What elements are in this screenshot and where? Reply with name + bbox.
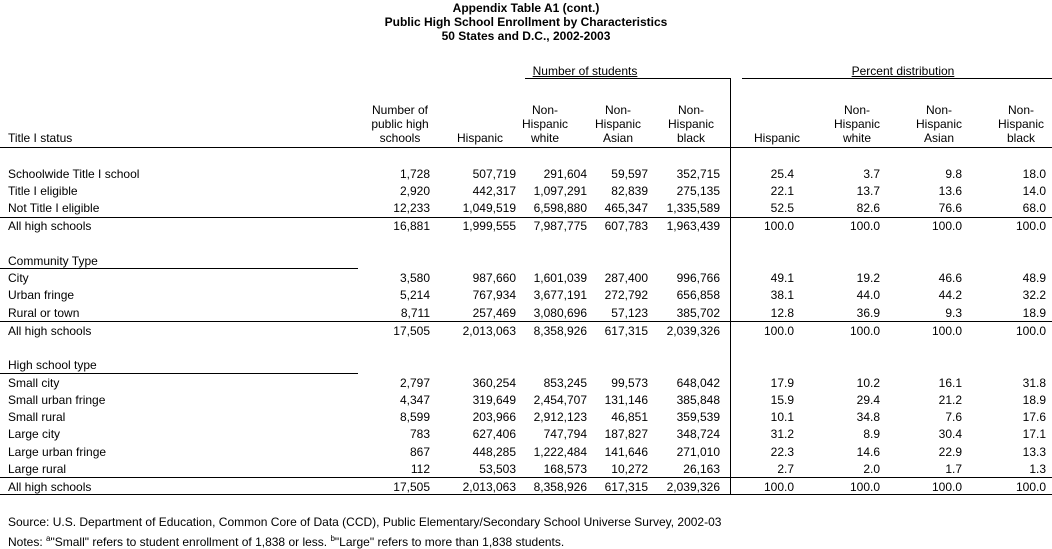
table-cell: 15.9 [770, 393, 794, 407]
table-cell: 100.0 [931, 480, 962, 494]
row-label: Large urban fringe [8, 445, 107, 459]
table-cell: 25.4 [770, 167, 794, 181]
table-cell: 1,335,589 [666, 201, 720, 215]
table-cell: 291,604 [543, 167, 587, 181]
table-cell: 36.9 [856, 306, 880, 320]
table-period: 50 States and D.C., 2002-2003 [441, 29, 611, 43]
table-cell: 767,934 [472, 288, 516, 302]
table-cell: 996,766 [676, 271, 720, 285]
footnote-marker-b: b [330, 534, 335, 543]
table-cell: 2.7 [777, 462, 794, 476]
group-heading-percent-distribution: Percent distribution [851, 64, 955, 78]
table-cell: 1.7 [945, 462, 962, 476]
column-header-hispanic: Hispanic [456, 131, 504, 145]
table-cell: 2.0 [863, 462, 880, 476]
table-cell: 8.9 [863, 427, 880, 441]
table-cell: 16.1 [938, 376, 962, 390]
row-label: Small urban fringe [8, 393, 106, 407]
column-header-asian: Non- Hispanic Asian [594, 103, 642, 145]
table-cell: 2,454,707 [533, 393, 587, 407]
table-cell: 10,272 [611, 462, 648, 476]
table-cell: 17.6 [1022, 410, 1046, 424]
table-cell: 2,013,063 [462, 480, 516, 494]
table-cell: 22.9 [938, 445, 962, 459]
table-cell: 18.9 [1022, 393, 1046, 407]
table-cell: 987,660 [472, 271, 516, 285]
table-cell: 7.6 [945, 410, 962, 424]
table-cell: 617,315 [604, 480, 648, 494]
table-cell: 12.8 [770, 306, 794, 320]
table-cell: 1,728 [399, 167, 430, 181]
row-label: City [8, 271, 29, 285]
table-cell: 627,406 [472, 427, 516, 441]
table-cell: 8,599 [399, 410, 430, 424]
table-cell: 21.2 [938, 393, 962, 407]
table-cell: 32.2 [1022, 288, 1046, 302]
table-cell: 30.4 [938, 427, 962, 441]
table-cell: 68.0 [1022, 201, 1046, 215]
table-cell: 3.7 [863, 167, 880, 181]
column-header-percent-hispanic: Hispanic [753, 131, 801, 145]
table-cell: 38.1 [770, 288, 794, 302]
students-group-rule [525, 78, 730, 79]
row-label: All high schools [8, 219, 92, 233]
table-cell: 19.2 [856, 271, 880, 285]
table-cell: 448,285 [472, 445, 516, 459]
table-cell: 385,702 [676, 306, 720, 320]
table-cell: 1.3 [1029, 462, 1046, 476]
table-cell: 13.3 [1022, 445, 1046, 459]
table-cell: 783 [409, 427, 430, 441]
column-header-black: Non- Hispanic black [667, 103, 715, 145]
table-cell: 18.9 [1022, 306, 1046, 320]
table-cell: 49.1 [770, 271, 794, 285]
total-row-rule [0, 217, 1052, 218]
table-cell: 82,839 [611, 184, 648, 198]
table-cell: 6,598,880 [533, 201, 587, 215]
footnotes [8, 532, 564, 549]
row-label: Large city [8, 427, 61, 441]
table-cell: 352,715 [676, 167, 720, 181]
row-label: All high schools [8, 480, 92, 494]
table-cell: 22.1 [770, 184, 794, 198]
table-cell: 14.6 [856, 445, 880, 459]
table-cell: 607,783 [604, 219, 648, 233]
column-header-title-i-status: Title I status [8, 131, 73, 145]
column-header-percent-black: Non- Hispanic black [997, 103, 1045, 145]
table-cell: 1,222,484 [533, 445, 587, 459]
table-cell: 272,792 [604, 288, 648, 302]
table-cell: 8,358,926 [533, 324, 587, 338]
table-cell: 2,920 [399, 184, 430, 198]
table-cell: 9.3 [945, 306, 962, 320]
table-title: Appendix Table A1 (cont.) [452, 1, 600, 15]
row-label: Rural or town [8, 306, 80, 320]
total-row-rule [0, 321, 1052, 322]
table-cell: 319,649 [472, 393, 516, 407]
table-cell: 7,987,775 [533, 219, 587, 233]
table-cell: 12,233 [393, 201, 430, 215]
table-cell: 17.1 [1022, 427, 1046, 441]
table-cell: 10.1 [770, 410, 794, 424]
table-cell: 22.3 [770, 445, 794, 459]
table-cell: 100.0 [1015, 480, 1046, 494]
table-cell: 82.6 [856, 201, 880, 215]
table-cell: 18.0 [1022, 167, 1046, 181]
percent-group-rule [742, 78, 1052, 79]
table-cell: 271,010 [676, 445, 720, 459]
table-cell: 57,123 [611, 306, 648, 320]
table-cell: 34.8 [856, 410, 880, 424]
table-cell: 1,049,519 [462, 201, 516, 215]
footnote-large: "Large" refers to more than 1,838 students. [334, 535, 565, 549]
table-cell: 141,646 [604, 445, 648, 459]
header-bottom-rule [0, 147, 1052, 148]
group-heading-number-of-students: Number of students [532, 64, 638, 78]
table-cell: 3,080,696 [533, 306, 587, 320]
row-label: Large rural [8, 462, 67, 476]
table-cell: 100.0 [849, 480, 880, 494]
table-cell: 385,848 [676, 393, 720, 407]
table-cell: 10.2 [856, 376, 880, 390]
row-label: Small city [8, 376, 60, 390]
column-header-number-of-schools: Number of public high schools [371, 103, 429, 145]
column-header-percent-asian: Non- Hispanic Asian [915, 103, 963, 145]
table-cell: 1,963,439 [666, 219, 720, 233]
community-type-heading-rule [0, 268, 358, 269]
table-cell: 8,711 [400, 306, 430, 320]
table-cell: 465,347 [604, 201, 648, 215]
table-cell: 44.2 [938, 288, 962, 302]
row-label: Small rural [8, 410, 66, 424]
table-cell: 76.6 [938, 201, 962, 215]
table-cell: 13.7 [856, 184, 880, 198]
table-cell: 853,245 [543, 376, 587, 390]
column-header-white: Non- Hispanic white [521, 103, 569, 145]
table-cell: 8,358,926 [533, 480, 587, 494]
table-cell: 31.2 [770, 427, 794, 441]
table-cell: 168,573 [543, 462, 587, 476]
table-cell: 31.8 [1022, 376, 1046, 390]
table-cell: 17,505 [393, 324, 430, 338]
table-cell: 359,539 [676, 410, 720, 424]
table-cell: 9.8 [945, 167, 962, 181]
high-school-type-heading-rule [0, 373, 358, 374]
table-cell: 2,039,326 [666, 480, 720, 494]
row-label: Urban fringe [8, 288, 75, 302]
table-cell: 187,827 [604, 427, 648, 441]
table-cell: 100.0 [763, 219, 794, 233]
table-cell: 100.0 [763, 480, 794, 494]
table-cell: 17.9 [770, 376, 794, 390]
table-cell: 648,042 [676, 376, 720, 390]
section-heading-high-school-type: High school type [8, 358, 97, 372]
table-cell: 52.5 [770, 201, 794, 215]
table-cell: 100.0 [849, 219, 880, 233]
table-cell: 3,580 [399, 271, 430, 285]
table-cell: 59,597 [611, 167, 648, 181]
table-cell: 100.0 [931, 219, 962, 233]
row-label: Schoolwide Title I school [8, 167, 140, 181]
table-cell: 287,400 [604, 271, 648, 285]
table-cell: 99,573 [611, 376, 648, 390]
row-label: All high schools [8, 324, 92, 338]
footnote-marker-a: a [46, 534, 51, 543]
section-heading-community-type: Community Type [8, 254, 98, 268]
row-label: Not Title I eligible [8, 201, 100, 215]
table-cell: 112 [410, 462, 430, 476]
table-cell: 656,858 [676, 288, 720, 302]
table-cell: 1,999,555 [462, 219, 516, 233]
table-cell: 100.0 [849, 324, 880, 338]
table-cell: 4,347 [399, 393, 430, 407]
footnote-small: "Small" refers to student enrollment of 1,838 or less. [50, 535, 331, 549]
table-cell: 17,505 [393, 480, 430, 494]
table-cell: 100.0 [1015, 219, 1046, 233]
source-note: Source: U.S. Department of Education, Common Core of Data (CCD), Public Elementary/Secondary School Universe Survey, 2002-03 [8, 515, 722, 529]
table-cell: 53,503 [479, 462, 516, 476]
table-cell: 203,966 [472, 410, 516, 424]
total-row-rule [0, 477, 1052, 478]
table-subtitle: Public High School Enrollment by Characteristics [384, 15, 668, 29]
table-cell: 5,214 [399, 288, 430, 302]
table-cell: 3,677,191 [533, 288, 587, 302]
table-cell: 29.4 [856, 393, 880, 407]
notes-prefix: Notes: [8, 535, 47, 549]
table-cell: 46,851 [611, 410, 648, 424]
table-cell: 16,881 [393, 219, 430, 233]
table-cell: 13.6 [938, 184, 962, 198]
table-cell: 360,254 [472, 376, 516, 390]
table-bottom-rule [0, 494, 1052, 495]
table-cell: 507,719 [472, 167, 516, 181]
table-cell: 257,469 [472, 306, 516, 320]
table-cell: 131,146 [604, 393, 648, 407]
table-cell: 26,163 [683, 462, 720, 476]
table-cell: 617,315 [604, 324, 648, 338]
row-label: Title I eligible [8, 184, 78, 198]
table-cell: 100.0 [931, 324, 962, 338]
table-cell: 348,724 [676, 427, 720, 441]
table-cell: 2,912,123 [533, 410, 587, 424]
table-cell: 1,097,291 [533, 184, 587, 198]
table-cell: 442,317 [472, 184, 516, 198]
table-cell: 747,794 [543, 427, 587, 441]
table-cell: 48.9 [1022, 271, 1046, 285]
table-cell: 44.0 [856, 288, 880, 302]
table-cell: 275,135 [676, 184, 720, 198]
table-cell: 1,601,039 [533, 271, 587, 285]
table-cell: 14.0 [1022, 184, 1046, 198]
table-cell: 2,797 [399, 376, 430, 390]
table-cell: 867 [409, 445, 430, 459]
table-cell: 2,039,326 [666, 324, 720, 338]
table-cell: 100.0 [763, 324, 794, 338]
column-header-percent-white: Non- Hispanic white [833, 103, 881, 145]
table-cell: 2,013,063 [462, 324, 516, 338]
table-cell: 46.6 [938, 271, 962, 285]
table-cell: 100.0 [1015, 324, 1046, 338]
